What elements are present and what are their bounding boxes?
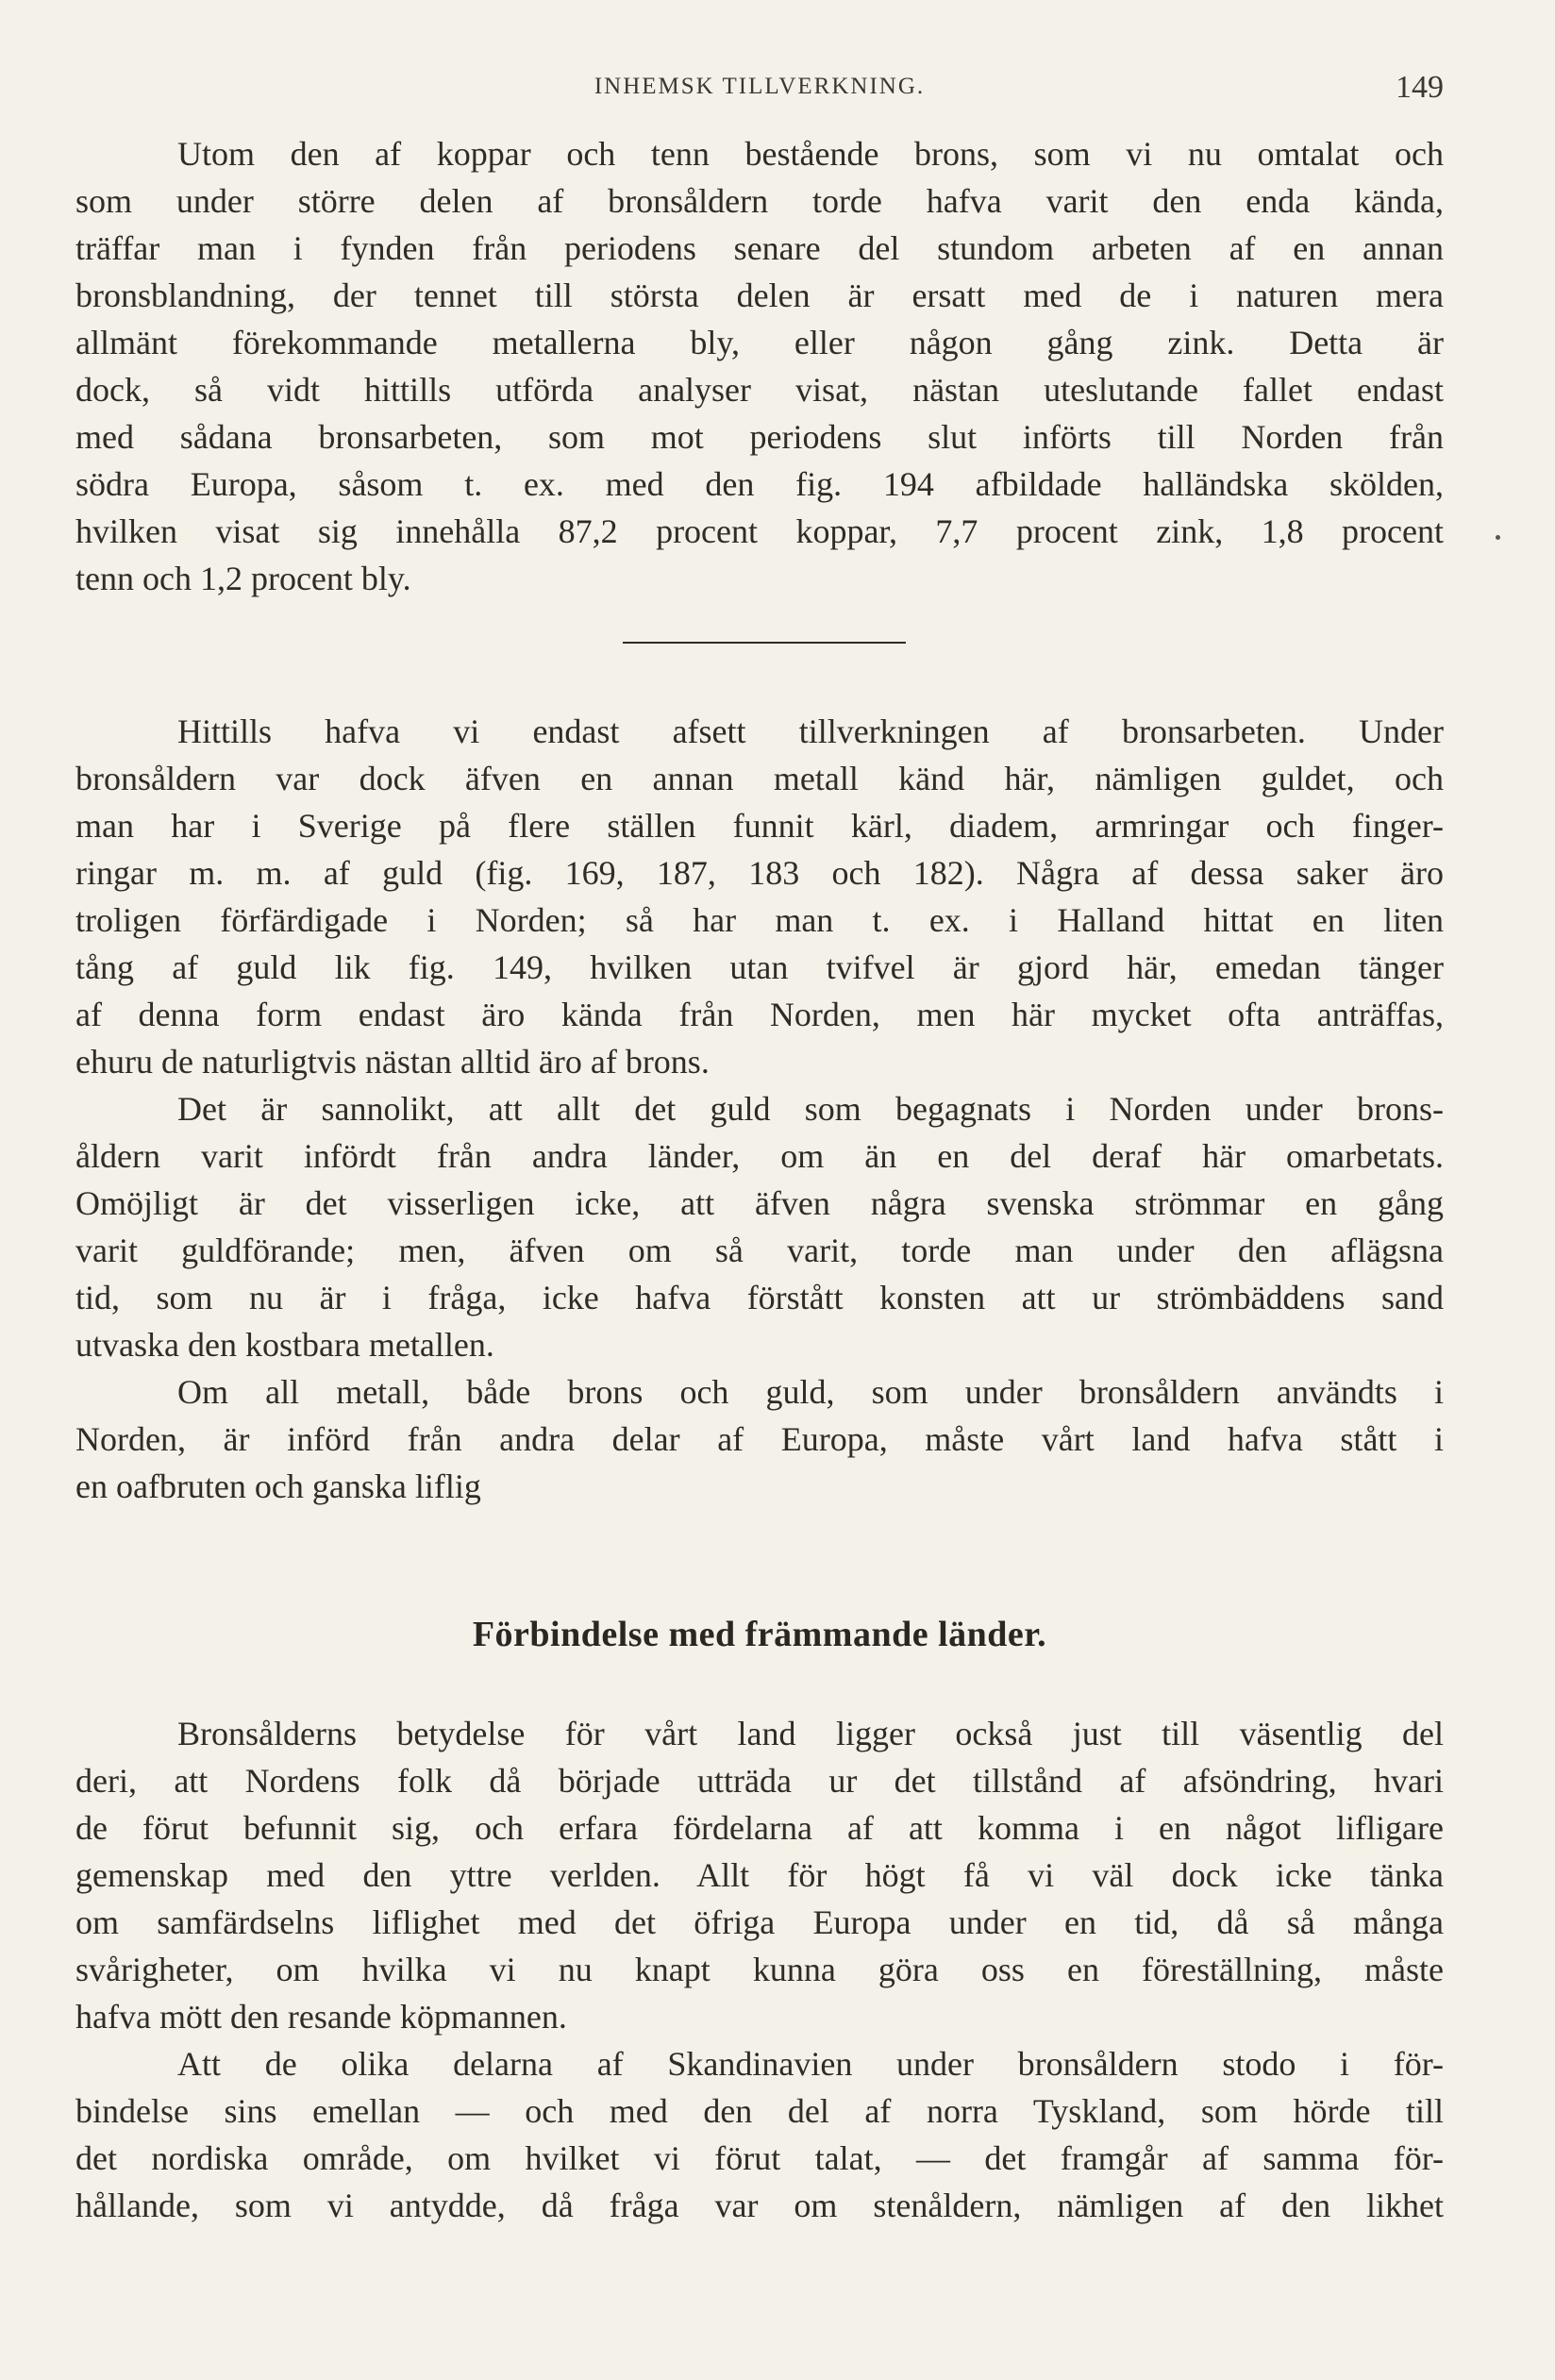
text-line: som under större delen af bronsåldern torde hafva varit den enda kända,: [75, 182, 1444, 220]
running-title: INHEMSK TILLVERKNING.: [594, 74, 926, 99]
text-line: Omöjligt är det visserligen icke, att äfven några svenska strömmar en gång: [75, 1184, 1444, 1222]
text-line: tid, som nu är i fråga, icke hafva förstått konsten att ur strömbäddens sand: [75, 1279, 1444, 1316]
text-line: bronsåldern var dock äfven en annan metall känd här, nämligen guldet, och: [75, 760, 1444, 797]
running-head: [75, 70, 1444, 111]
margin-speck: [1496, 535, 1500, 540]
text-line: hafva mött den resande köpmannen.: [75, 1998, 567, 2036]
paragraph-bronze-alloys: [75, 130, 1444, 602]
text-line: de förut befunnit sig, och erfara fördelarna af att komma i en något lifligare: [75, 1809, 1444, 1847]
section-divider: [623, 642, 906, 644]
text-line: utvaska den kostbara metallen.: [75, 1326, 494, 1364]
text-line: tenn och 1,2 procent bly.: [75, 560, 411, 597]
text-line: troligen förfärdigade i Norden; så har man t. ex. i Halland hittat en liten: [75, 901, 1444, 939]
text-line: hållande, som vi antydde, då fråga var om stenåldern, nämligen af den likhet: [75, 2187, 1444, 2224]
text-line: Om all metall, både brons och guld, som under bronsåldern användts i: [177, 1373, 1444, 1411]
text-line: Hittills hafva vi endast afsett tillverkningen af bronsarbeten. Under: [177, 712, 1444, 750]
text-line: gemenskap med den yttre verlden. Allt för högt få vi väl dock icke tänka: [75, 1856, 1444, 1894]
text-line: man har i Sverige på flere ställen funnit kärl, diadem, armringar och finger-: [75, 807, 1444, 845]
paragraph-foreign-relations: [75, 1710, 1444, 2229]
text-line: med sådana bronsarbeten, som mot periodens slut införts till Norden från: [75, 418, 1444, 456]
text-line: ehuru de naturligtvis nästan alltid äro af brons.: [75, 1043, 710, 1081]
text-line: Att de olika delarna af Skandinavien under bronsåldern stodo i för-: [177, 2045, 1444, 2083]
text-line: hvilken visat sig innehålla 87,2 procent koppar, 7,7 procent zink, 1,8 procent: [75, 512, 1444, 550]
section-heading: Förbindelse med främmande länder.: [472, 1615, 1047, 1654]
text-line: södra Europa, såsom t. ex. med den fig. 194 afbildade halländska skölden,: [75, 465, 1444, 503]
text-line: varit guldförande; men, äfven om så varit, torde man under den aflägsna: [75, 1232, 1444, 1269]
text-line: dock, så vidt hittills utförda analyser visat, nästan uteslutande fallet endast: [75, 371, 1444, 409]
page-number: 149: [1396, 70, 1444, 105]
text-line: en oafbruten och ganska liflig: [75, 1467, 481, 1505]
text-line: om samfärdselns liflighet med det öfriga Europa under en tid, då så många: [75, 1903, 1444, 1941]
paragraph-gold: [75, 708, 1444, 1510]
text-line: ringar m. m. af guld (fig. 169, 187, 183 och 182). Några af dessa saker äro: [75, 854, 1444, 892]
text-line: bindelse sins emellan — och med den del af norra Tyskland, som hörde till: [75, 2092, 1444, 2130]
text-line: Bronsålderns betydelse för vårt land ligger också just till väsentlig del: [177, 1715, 1444, 1752]
text-line: tång af guld lik fig. 149, hvilken utan tvifvel är gjord här, emedan tänger: [75, 948, 1444, 986]
text-line: Norden, är införd från andra delar af Europa, måste vårt land hafva stått i: [75, 1420, 1444, 1458]
text-line: bronsblandning, der tennet till största delen är ersatt med de i naturen mera: [75, 277, 1444, 314]
text-line: Utom den af koppar och tenn bestående brons, som vi nu omtalat och: [177, 135, 1444, 173]
text-line: åldern varit infördt från andra länder, om än en del deraf här omarbetats.: [75, 1137, 1444, 1175]
text-line: Det är sannolikt, att allt det guld som begagnats i Norden under brons-: [177, 1090, 1444, 1128]
text-line: af denna form endast äro kända från Norden, men här mycket ofta anträffas,: [75, 996, 1444, 1033]
text-line: träffar man i fynden från periodens senare del stundom arbeten af en annan: [75, 229, 1444, 267]
text-line: deri, att Nordens folk då började utträda ur det tillstånd af afsöndring, hvari: [75, 1762, 1444, 1800]
text-line: det nordiska område, om hvilket vi förut talat, — det framgår af samma för-: [75, 2139, 1444, 2177]
text-line: svårigheter, om hvilka vi nu knapt kunna göra oss en föreställning, måste: [75, 1951, 1444, 1988]
text-line: allmänt förekommande metallerna bly, eller någon gång zink. Detta är: [75, 324, 1444, 361]
